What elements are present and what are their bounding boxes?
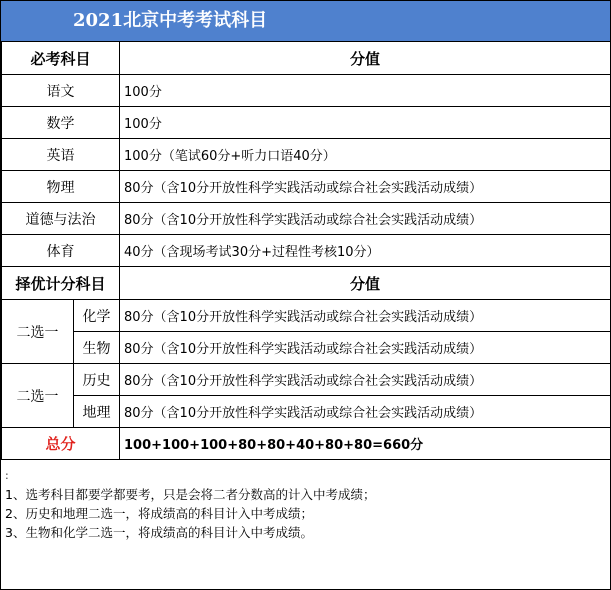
table-row: [2, 235, 611, 267]
total-value: 100+100+100+80+80+40+80+80=660分: [120, 428, 611, 460]
score-value: 100分（笔试60分+听力口语40分）: [120, 139, 611, 171]
score-value: 80分（含10分开放性科学实践活动或综合社会实践活动成绩）: [120, 396, 611, 428]
page-title: 2021北京中考考试科目: [1, 1, 610, 41]
table-row: [2, 332, 611, 364]
subject-geography: 地理: [74, 396, 120, 428]
score-value: 100分: [120, 75, 611, 107]
table-row: [2, 139, 611, 171]
required-header-row: [2, 42, 611, 75]
score-value: 80分（含10分开放性科学实践活动或综合社会实践活动成绩）: [120, 203, 611, 235]
note-line-2: 2、历史和地理二选一，将成绩高的科目计入中考成绩；: [5, 506, 313, 521]
group-label-hist-geo: 二选一: [2, 364, 74, 428]
score-value: 40分（含现场考试30分+过程性考核10分）: [120, 235, 611, 267]
subject-math: 数学: [2, 107, 120, 139]
subject-english: 英语: [2, 139, 120, 171]
subjects-table: [1, 41, 611, 460]
note-line-1: 1、选考科目都要学都要考，只是会将二者分数高的计入中考成绩；: [5, 487, 376, 502]
score-value: 80分（含10分开放性科学实践活动或综合社会实践活动成绩）: [120, 300, 611, 332]
score-value: 80分（含10分开放性科学实践活动或综合社会实践活动成绩）: [120, 364, 611, 396]
table-row: [2, 203, 611, 235]
subject-physics: 物理: [2, 171, 120, 203]
elective-header-value: 分值: [120, 267, 611, 300]
subject-pe: 体育: [2, 235, 120, 267]
table-row: [2, 171, 611, 203]
table-row: [2, 107, 611, 139]
subject-morality-law: 道德与法治: [2, 203, 120, 235]
total-row: [2, 428, 611, 460]
subject-biology: 生物: [74, 332, 120, 364]
subject-chinese: 语文: [2, 75, 120, 107]
notes-prefix: :: [5, 469, 9, 482]
notes-section: [1, 471, 610, 589]
elective-header-subject: 择优计分科目: [2, 267, 120, 300]
table-row: [2, 396, 611, 428]
subject-chemistry: 化学: [74, 300, 120, 332]
group-label-chem-bio: 二选一: [2, 300, 74, 364]
subject-history: 历史: [74, 364, 120, 396]
required-header-subject: 必考科目: [2, 42, 120, 75]
score-value: 80分（含10分开放性科学实践活动或综合社会实践活动成绩）: [120, 171, 611, 203]
table-row: [2, 364, 611, 396]
elective-header-row: [2, 267, 611, 300]
score-value: 100分: [120, 107, 611, 139]
score-value: 80分（含10分开放性科学实践活动或综合社会实践活动成绩）: [120, 332, 611, 364]
table-row: [2, 300, 611, 332]
required-header-value: 分值: [120, 42, 611, 75]
note-line-3: 3、生物和化学二选一，将成绩高的科目计入中考成绩。: [5, 525, 313, 540]
total-label: 总分: [2, 428, 120, 460]
table-row: [2, 75, 611, 107]
